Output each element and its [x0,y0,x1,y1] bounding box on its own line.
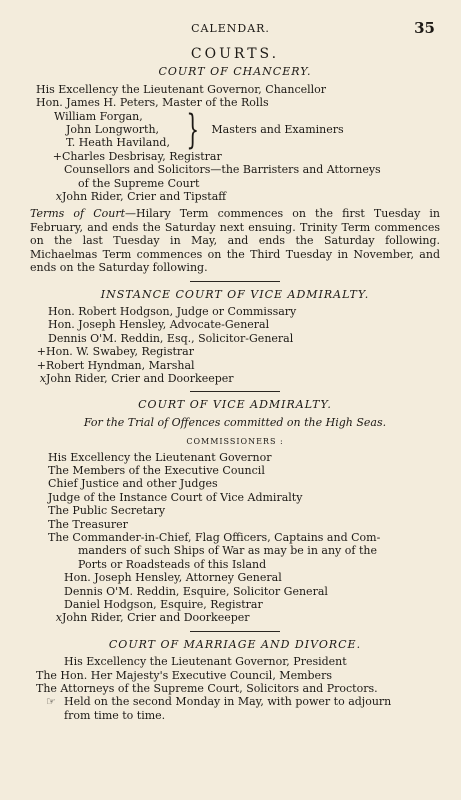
vice-subheading: For the Trial of Offences committed on the High Seas. [83,415,387,429]
vice-line: Hon. Joseph Hensley, Attorney General [64,571,282,585]
chancery-master: T. Heath Haviland, [66,136,170,150]
marriage-heading: COURT OF MARRIAGE AND DIVORCE. [108,637,362,651]
plus-mark-icon: + [52,149,62,163]
vice-line: manders of such Ships of War as may be in any of the [78,544,377,558]
instance-line: +Robert Hyndman, Marshal [36,358,195,372]
vice-line: Judge of the Instance Court of Vice Admiralty [48,490,303,504]
vice-heading: COURT OF VICE ADMIRALTY. [138,398,332,412]
instance-line: Hon. Robert Hodgson, Judge or Commissary [48,304,297,318]
chancery-master-rolls: Hon. James H. Peters, Master of the Rolls [36,96,269,110]
marriage-line: His Excellency the Lieutenant Governor, President [64,655,347,669]
divider [190,391,280,392]
x-mark-icon: x [55,611,62,625]
plus-mark-icon: + [36,345,46,359]
commissioners-label: COMMISSIONERS : [186,437,284,447]
vice-line: The Commander-in-Chief, Flag Officers, Captains and Com- [48,531,381,544]
chancery-master: John Longworth, [66,123,160,137]
brace-icon: } [186,106,200,153]
chancery-registrar: +Charles Desbrisay, Registrar [52,149,222,163]
page-number: 35 [414,19,435,37]
divider [190,281,280,282]
divider [190,631,280,632]
header-title: CALENDAR. [191,22,270,35]
terms-text: —Hilary Term commences on the first Tuesday in February, and ends the Saturday next ensuing. Trinity Term commences on the last Tuesday in May, and ends the Saturday following. Michaelmas Term commences on the Third Tuesday in November, and ends on the Saturday following. [30,207,440,275]
vice-line: Chief Justice and other Judges [48,477,218,491]
pointing-hand-icon: ☞ [46,695,56,709]
terms-of-court [30,207,440,274]
chancery-counsellors: Counsellors and Solicitors—the Barristers and Attorneys [64,163,381,177]
chancery-counsellors-cont: of the Supreme Court [78,176,200,190]
vice-line: The Public Secretary [48,504,166,518]
plus-mark-icon: + [36,358,46,372]
marriage-line: The Hon. Her Majesty's Executive Council, Members [36,668,332,682]
chancery-crier: xJohn Rider, Crier and Tipstaff [30,190,440,203]
vice-line: The Treasurer [48,517,128,531]
marriage-note-cont: from time to time. [64,708,166,722]
chancery-master: William Forgan, [54,109,143,123]
section-title: COURTS. [190,46,280,62]
vice-line: Ports or Roadsteads of this Island [78,557,267,571]
marriage-note: ☞ Held on the second Monday in May, with power to adjourn [46,695,392,709]
chancery-heading: COURT OF CHANCERY. [158,65,312,79]
chancery-masters-group [30,106,440,153]
running-header [0,19,461,40]
chancery-masters-role: Masters and Examiners [211,123,344,137]
instance-line: xJohn Rider, Crier and Doorkeeper [30,372,440,385]
vice-line: xJohn Rider, Crier and Doorkeeper [30,611,440,624]
instance-line: +Hon. W. Swabey, Registrar [36,345,194,359]
terms-label: Terms of Court [30,207,126,221]
vice-line: The Members of the Executive Council [48,463,265,477]
x-mark-icon: x [55,190,62,204]
vice-line: Dennis O'M. Reddin, Esquire, Solicitor General [64,584,328,598]
marriage-line: The Attorneys of the Supreme Court, Solicitors and Proctors. [36,682,378,696]
chancery-chancellor: His Excellency the Lieutenant Governor, Chancellor [36,82,327,96]
vice-line: His Excellency the Lieutenant Governor [48,450,272,464]
vice-line: Daniel Hodgson, Esquire, Registrar [64,598,263,612]
instance-line: Hon. Joseph Hensley, Advocate-General [48,318,270,332]
x-mark-icon: x [39,371,46,385]
instance-heading: INSTANCE COURT OF VICE ADMIRALTY. [100,287,370,301]
instance-line: Dennis O'M. Reddin, Esq., Solicitor-General [48,331,294,345]
page-content [30,48,440,722]
